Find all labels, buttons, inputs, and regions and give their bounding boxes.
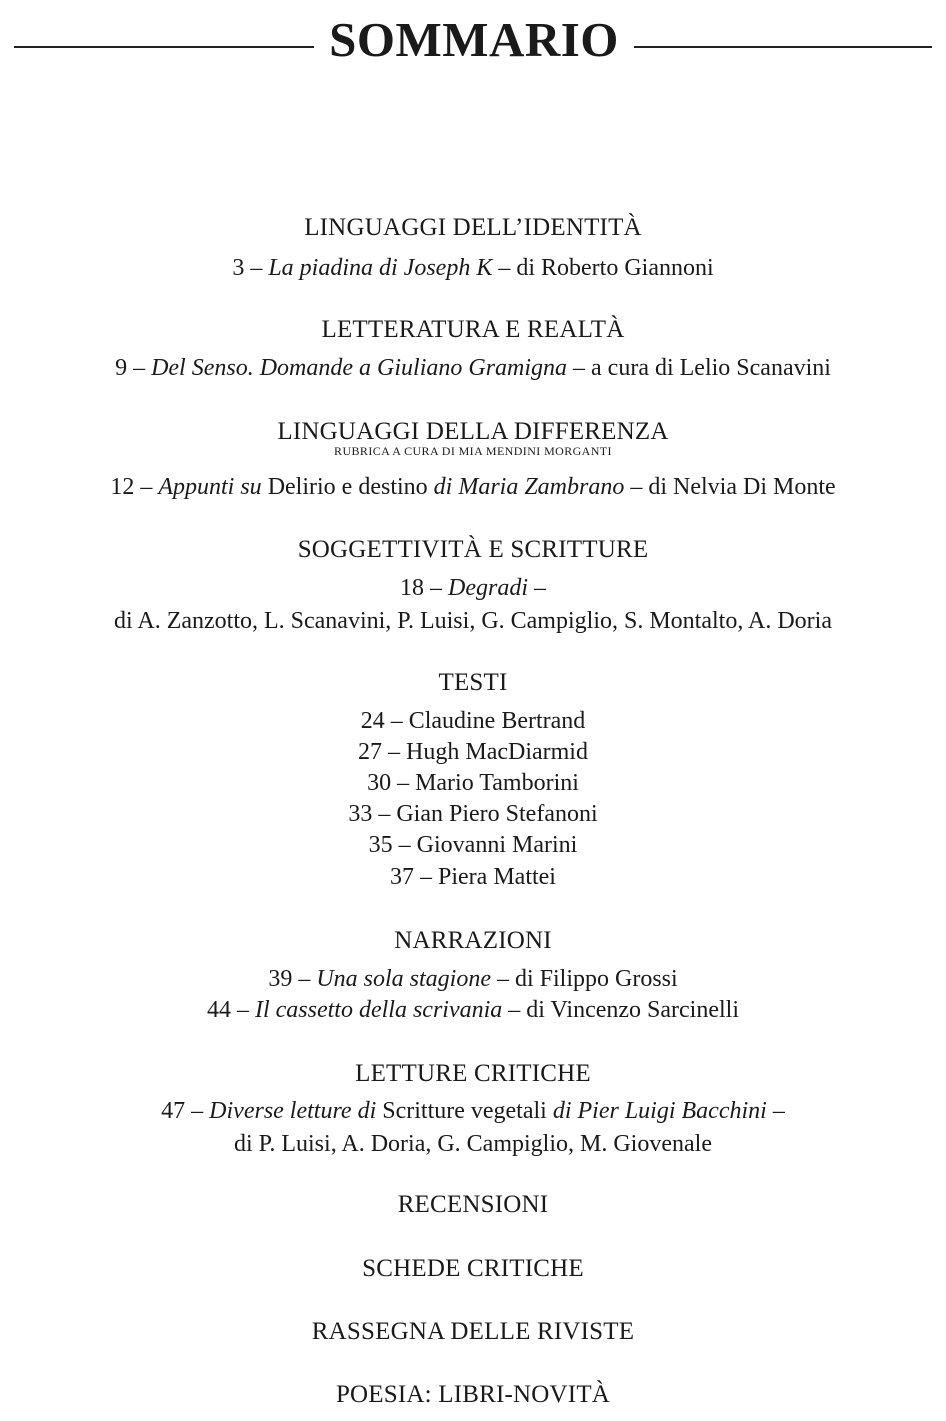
entry-work-author: di Maria Zambrano bbox=[433, 474, 625, 500]
entry-title: Del Senso. Domande a Giuliano Gramigna bbox=[151, 355, 568, 381]
toc-entry bbox=[0, 1096, 946, 1126]
entry-dash: – bbox=[630, 474, 643, 500]
entry-author: di Nelvia Di Monte bbox=[648, 474, 836, 500]
title-row bbox=[0, 8, 946, 72]
list-item: 33 – Gian Piero Stefanoni bbox=[348, 801, 598, 827]
page-number: 18 – bbox=[400, 575, 442, 601]
toc-entry bbox=[0, 253, 946, 283]
section-subheading: RUBRICA A CURA DI MIA MENDINI MORGANTI bbox=[334, 444, 612, 458]
list-item: 35 – Giovanni Marini bbox=[368, 832, 578, 858]
entry-title: La piadina di Joseph K bbox=[268, 255, 493, 281]
section-heading: POESIA: LIBRI-NOVITÀ bbox=[335, 1381, 611, 1408]
section-heading: SCHEDE CRITICHE bbox=[362, 1255, 584, 1282]
entry-title: Il cassetto della scrivania bbox=[254, 997, 503, 1023]
list-item: 24 – Claudine Bertrand bbox=[360, 708, 586, 734]
entry-work-title: Delirio e destino bbox=[267, 474, 428, 500]
toc-entry bbox=[0, 995, 946, 1025]
page-number: 39 – bbox=[268, 966, 311, 992]
toc-entry bbox=[0, 573, 946, 603]
entry-dash: – bbox=[496, 966, 509, 992]
page-number: 9 – bbox=[115, 355, 146, 381]
entry-authors-line: di A. Zanzotto, L. Scanavini, P. Luisi, G. Campiglio, S. Montalto, A. Doria bbox=[114, 608, 832, 634]
page-title: SOMMARIO bbox=[329, 12, 619, 67]
entry-author: di Filippo Grossi bbox=[514, 966, 678, 992]
section-heading: RECENSIONI bbox=[397, 1191, 549, 1218]
section-heading: LINGUAGGI DELLA DIFFERENZA bbox=[277, 418, 669, 445]
entry-authors-line: di P. Luisi, A. Doria, G. Campiglio, M. Giovenale bbox=[234, 1131, 712, 1157]
entry-dash: – bbox=[534, 575, 546, 601]
page-number: 47 – bbox=[161, 1098, 204, 1124]
title-rule-right bbox=[634, 46, 932, 48]
list-item: 30 – Mario Tamborini bbox=[367, 770, 579, 796]
section-heading: RASSEGNA DELLE RIVISTE bbox=[311, 1318, 635, 1345]
page-number: 3 – bbox=[232, 255, 263, 281]
entry-dash: – bbox=[498, 255, 511, 281]
entry-prefix: Diverse letture di bbox=[209, 1098, 377, 1124]
entry-work-title: Scritture vegetali bbox=[382, 1098, 547, 1124]
toc-entry bbox=[0, 472, 946, 502]
page-number: 12 – bbox=[110, 474, 153, 500]
entry-author: a cura di Lelio Scanavini bbox=[591, 355, 831, 381]
entry-work-author: di Pier Luigi Bacchini bbox=[552, 1098, 767, 1124]
list-item: 27 – Hugh MacDiarmid bbox=[358, 739, 588, 765]
entry-prefix: Appunti su bbox=[158, 474, 262, 500]
entry-dash: – bbox=[508, 997, 521, 1023]
entry-title: Degradi bbox=[448, 575, 528, 601]
title-rule-left bbox=[14, 46, 314, 48]
section-heading: TESTI bbox=[438, 669, 508, 696]
section-heading: SOGGETTIVITÀ E SCRITTURE bbox=[297, 536, 649, 563]
section-heading: LINGUAGGI DELL’IDENTITÀ bbox=[304, 214, 642, 241]
section-heading: LETTURE CRITICHE bbox=[355, 1060, 591, 1087]
entry-author: di Vincenzo Sarcinelli bbox=[526, 997, 739, 1023]
entry-dash: – bbox=[772, 1098, 785, 1124]
entry-author: di Roberto Giannoni bbox=[516, 255, 714, 281]
list-item: 37 – Piera Mattei bbox=[390, 864, 556, 890]
toc-entry bbox=[0, 353, 946, 383]
section-heading: NARRAZIONI bbox=[394, 927, 552, 954]
entry-dash: – bbox=[573, 355, 586, 381]
page-number: 44 – bbox=[206, 997, 249, 1023]
entry-title: Una sola stagione bbox=[316, 966, 491, 992]
toc-entry bbox=[0, 964, 946, 994]
section-heading: LETTERATURA E REALTÀ bbox=[321, 316, 625, 343]
